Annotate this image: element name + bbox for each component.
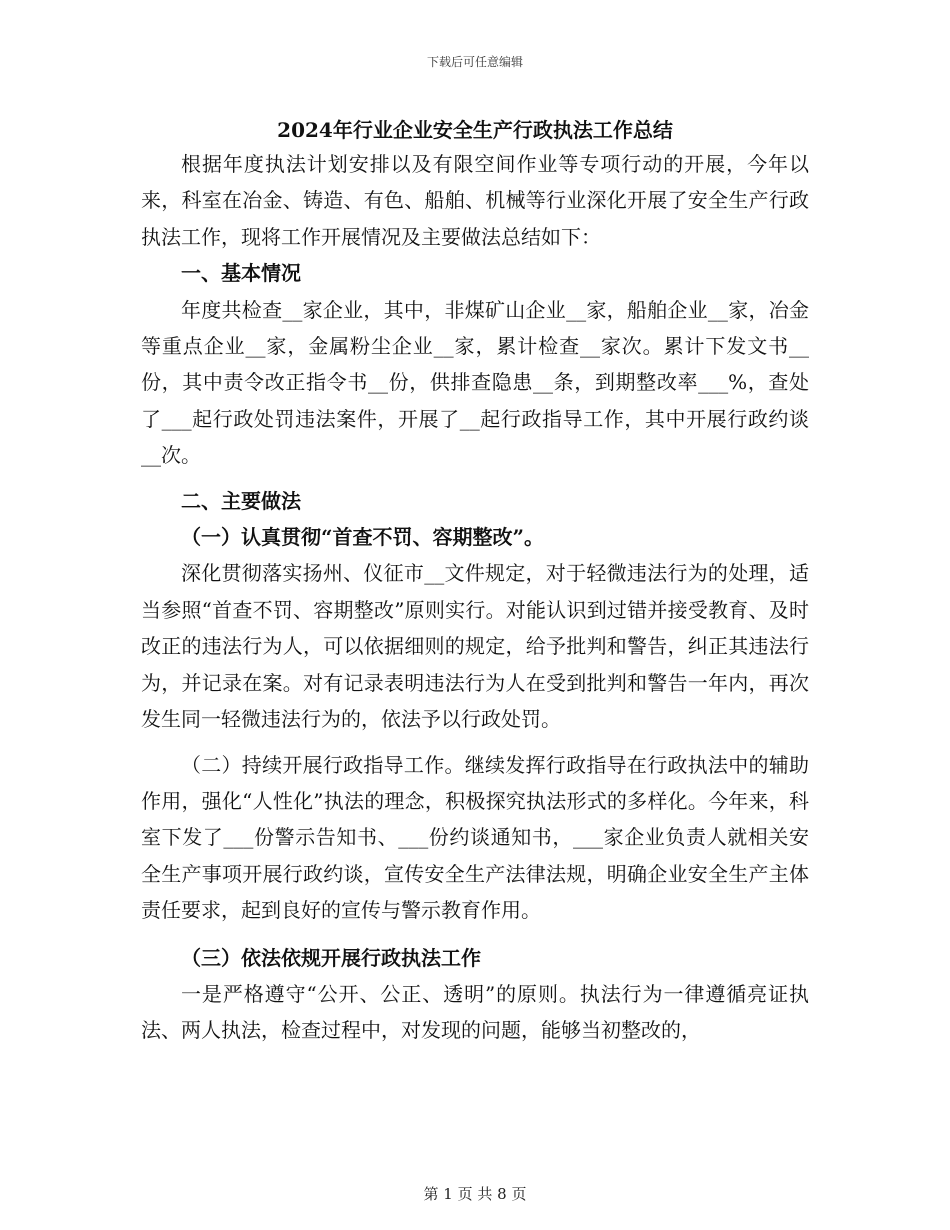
document-title: 2024年行业企业安全生产行政执法工作总结 — [277, 118, 673, 142]
document-body — [141, 146, 809, 1049]
subsection-3-paragraph: 一是严格遵守“公开、公正、透明”的原则。执法行为一律遵循亮证执法、两人执法，检查过程中，对发现的问题，能够当初整改的， — [141, 981, 809, 1043]
subsection-2-paragraph: （二）持续开展行政指导工作。继续发挥行政指导在行政执法中的辅助作用，强化“人性化”执法的理念，积极探究执法形式的多样化。今年来，科室下发了___份警示告知书、___份约谈通知书，___家企业负责人就相关安全生产事项开展行政约谈，宣传安全生产法律法规，明确企业安全生产主体责任要求，起到良好的宣传与警示教育作用。 — [141, 752, 809, 923]
page-footer: 第 1 页 共 8 页 — [423, 1185, 527, 1203]
basic-situation-paragraph: 年度共检查__家企业，其中，非煤矿山企业__家，船舶企业__家，冶金等重点企业__家，金属粉尘企业__家，累计检查__家次。累计下发文书__份，其中责令改正指令书__份，供排查隐患__条，到期整改率___%，查处了___起行政处罚违法案件，开展了__起行政指导工作，其中开展行政约谈__次。 — [141, 297, 809, 468]
section-heading-basic-situation: 一、基本情况 — [181, 261, 301, 286]
intro-paragraph: 根据年度执法计划安排以及有限空间作业等专项行动的开展，今年以来，科室在冶金、铸造、有色、船舶、机械等行业深化开展了安全生产行政执法工作，现将工作开展情况及主要做法总结如下： — [141, 152, 809, 249]
subsection-1-paragraph: 深化贯彻落实扬州、仪征市__文件规定，对于轻微违法行为的处理，适当参照“首查不罚、容期整改”原则实行。对能认识到过错并接受教育、及时改正的违法行为人，可以依据细则的规定，给予批判和警告，纠正其违法行为，并记录在案。对有记录表明违法行为人在受到批判和警告一年内，再次发生同一轻微违法行为的，依法予以行政处罚。 — [141, 561, 809, 732]
subsection-heading-3: （三）依法依规开展行政执法工作 — [181, 945, 481, 970]
page-header: 下载后可任意编辑 — [426, 55, 523, 69]
section-heading-main-practices: 二、主要做法 — [181, 488, 301, 513]
subsection-heading-1: （一）认真贯彻“首查不罚、容期整改”。 — [181, 525, 545, 550]
